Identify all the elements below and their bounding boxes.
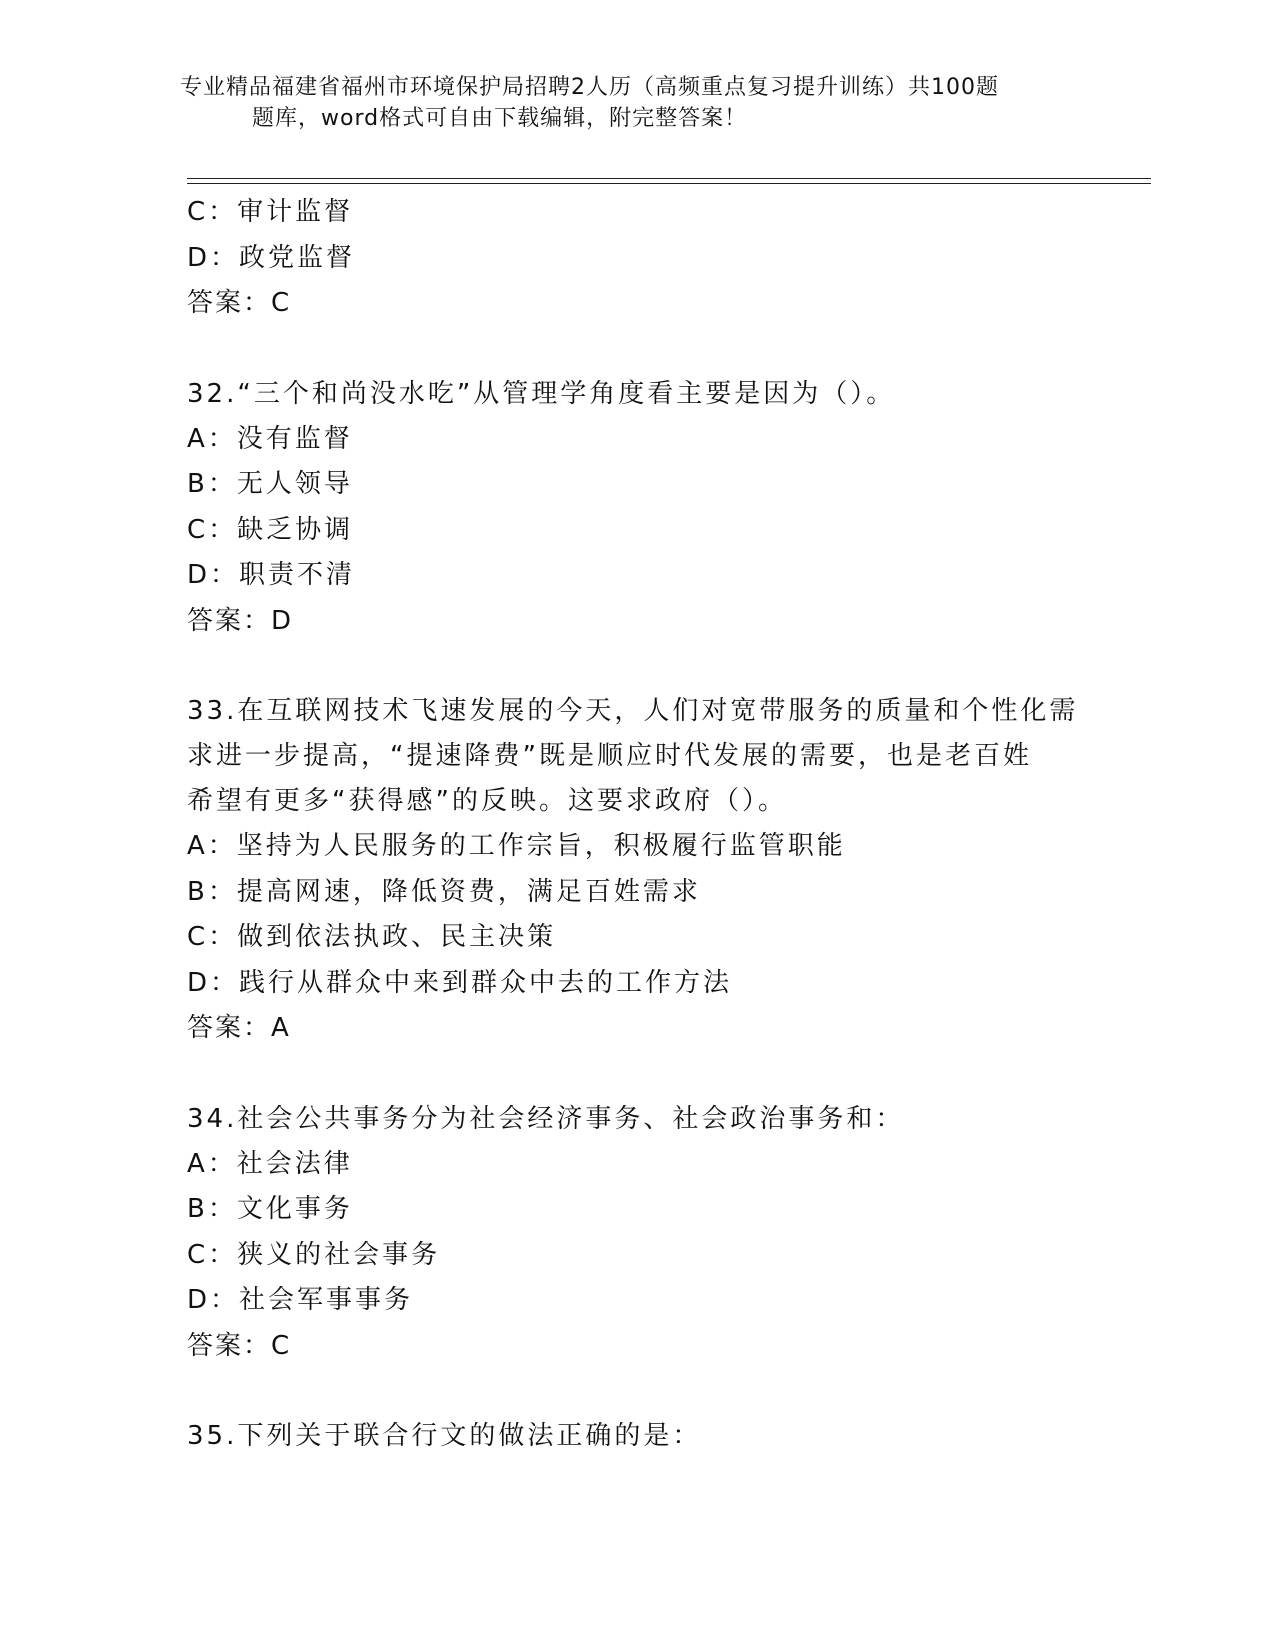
option-c — [187, 915, 1087, 961]
option-label: C： — [187, 514, 238, 545]
document-header — [180, 72, 1060, 134]
option-a — [187, 824, 1087, 870]
question-31-tail — [187, 190, 1087, 327]
option-b — [187, 462, 1087, 508]
question-stem — [187, 1097, 1087, 1142]
option-text: 无人领导 — [236, 469, 353, 499]
option-text: 没有监督 — [236, 423, 353, 454]
stem-line: 求进一步提高，“提速降费”既是顺应时代发展的需要，也是老百姓 — [187, 741, 1032, 771]
option-label: D： — [187, 560, 240, 590]
option-label: A： — [187, 1148, 237, 1179]
spacer — [187, 644, 1087, 689]
option-label: C： — [187, 1239, 238, 1270]
option-label: B： — [187, 876, 237, 907]
option-text: 提高网速，降低资费，满足百姓需求 — [236, 876, 701, 907]
answer-line: 答案：A — [187, 1013, 291, 1043]
option-label: D： — [187, 242, 240, 273]
option-label: A： — [187, 831, 237, 861]
spacer — [187, 1369, 1087, 1414]
question-33 — [187, 689, 1087, 1052]
question-34 — [187, 1097, 1087, 1370]
option-text: 践行从群众中来到群众中去的工作方法 — [239, 967, 733, 998]
option-d — [187, 553, 1087, 599]
question-stem — [187, 689, 1087, 824]
option-text: 坚持为人民服务的工作宗旨，积极履行监管职能 — [236, 831, 846, 861]
option-c — [187, 508, 1087, 554]
header-title-line2: 题库，word格式可自由下载编辑，附完整答案！ — [252, 106, 748, 131]
option-label: C： — [187, 922, 238, 952]
option-d — [187, 1278, 1087, 1324]
question-35 — [187, 1414, 1087, 1459]
answer-line: 答案：C — [187, 288, 292, 318]
answer-line: 答案：C — [187, 1330, 292, 1361]
option-b — [187, 1187, 1087, 1233]
option-text: 做到依法执政、民主决策 — [237, 922, 557, 952]
header-rule-top — [187, 178, 1151, 179]
option-text: 缺乏协调 — [237, 514, 354, 545]
spacer — [187, 1052, 1087, 1097]
option-text: 社会法律 — [236, 1148, 353, 1179]
option-text: 审计监督 — [237, 197, 354, 227]
stem-line: 34.社会公共事务分为社会经济事务、社会政治事务和： — [187, 1103, 905, 1134]
stem-line: 希望有更多“获得感”的反映。这要求政府（）。 — [187, 786, 787, 816]
option-label: B： — [187, 1194, 237, 1224]
question-stem — [187, 372, 1087, 417]
option-c — [187, 190, 1087, 236]
option-text: 狭义的社会事务 — [237, 1239, 441, 1270]
option-label: D： — [187, 967, 240, 998]
option-d — [187, 961, 1087, 1007]
spacer — [187, 327, 1087, 372]
header-title-line1: 专业精品福建省福州市环境保护局招聘2人历（高频重点复习提升训练）共100题 — [180, 75, 999, 100]
option-label: D： — [187, 1285, 240, 1315]
header-rule-bottom — [187, 183, 1151, 184]
option-label: C： — [187, 197, 238, 227]
stem-line: 32.“三个和尚没水吃”从管理学角度看主要是因为（）。 — [187, 378, 896, 409]
option-text: 社会军事事务 — [239, 1285, 414, 1315]
option-text: 文化事务 — [236, 1194, 353, 1224]
question-list — [187, 190, 1087, 1459]
option-label: B： — [187, 469, 237, 499]
option-label: A： — [187, 423, 237, 454]
question-stem — [187, 1414, 1087, 1459]
question-32 — [187, 372, 1087, 645]
stem-line: 35.下列关于联合行文的做法正确的是： — [187, 1421, 702, 1451]
option-d — [187, 236, 1087, 282]
option-text: 职责不清 — [239, 560, 356, 590]
stem-line: 33.在互联网技术飞速发展的今天，人们对宽带服务的质量和个性化需 — [187, 696, 1079, 726]
option-a — [187, 1142, 1087, 1188]
option-b — [187, 870, 1087, 916]
option-c — [187, 1233, 1087, 1279]
answer-line: 答案：D — [187, 605, 294, 636]
option-text: 政党监督 — [239, 242, 356, 273]
option-a — [187, 417, 1087, 463]
